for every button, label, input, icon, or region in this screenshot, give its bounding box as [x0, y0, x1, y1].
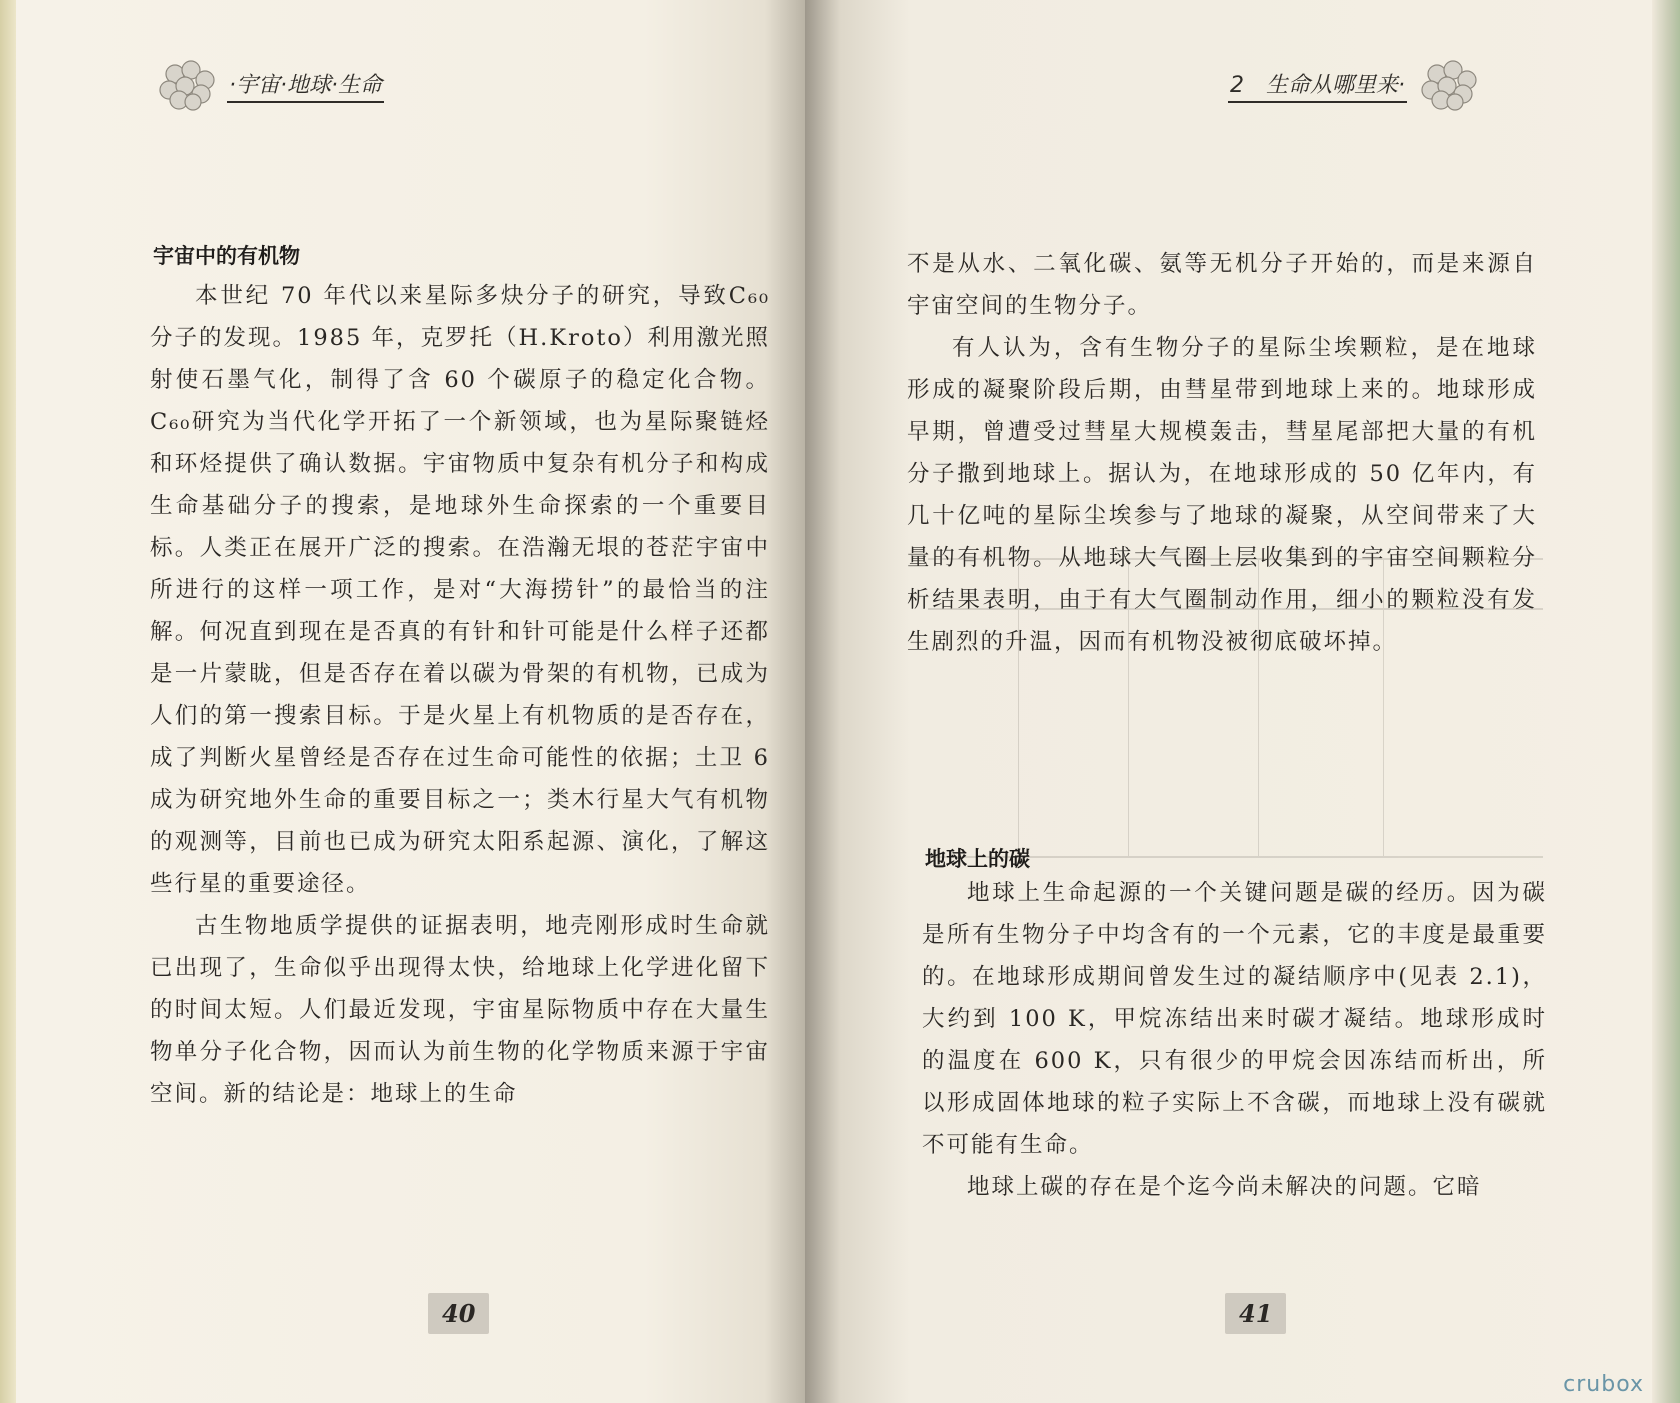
molecule-ornament-icon	[155, 58, 219, 112]
paragraph: 有人认为，含有生物分子的星际尘埃颗粒，是在地球形成的凝聚阶段后期，由彗星带到地球上来的。地球形成早期，曾遭受过彗星大规模轰击，彗星尾部把大量的有机分子撒到地球上。据认为，在地球形成的 50 亿年内，有几十亿吨的星际尘埃参与了地球的凝聚，从空间带来了大量的有机物。从地球大气圈上层收集到的宇宙空间颗粒分析结果表明，由于有大气圈制动作用，细小的颗粒没有发生剧烈的升温，因而有机物没被彻底破坏掉。	[907, 335, 1537, 655]
page-edge	[0, 0, 16, 1403]
right-running-header	[1228, 58, 1481, 112]
left-body-text	[150, 275, 770, 1115]
paragraph: 本世纪 70 年代以来星际多炔分子的研究，导致C₆₀分子的发现。1985 年，克罗托（H.Kroto）利用激光照射使石墨气化，制得了含 60 个碳原子的稳定化合物。C₆₀研究为当代化学开拓了一个新领域，也为星际聚链烃和环烃提供了确认数据。宇宙物质中复杂有机分子和构成生命基础分子的搜索，是地球外生命探索的一个重要目标。人类正在展开广泛的搜索。在浩瀚无垠的苍茫宇宙中所进行的这样一项工作，是对“大海捞针”的最恰当的注解。何况直到现在是否真的有针和针可能是什么样子还都是一片蒙眬，但是否存在着以碳为骨架的有机物，已成为人们的第一搜索目标。于是火星上有机物质的是否存在，成了判断火星曾经是否存在过生命可能性的依据；土卫 6 成为研究地外生命的重要目标之一；类木行星大气有机物的观测等，目前也已成为研究太阳系起源、演化，了解这些行星的重要途径。	[150, 283, 770, 897]
running-head: ·宇宙·地球·生命	[227, 68, 384, 103]
section-title: 宇宙中的有机物	[153, 244, 300, 268]
right-body-text-top	[907, 243, 1537, 663]
paragraph: 地球上生命起源的一个关键问题是碳的经历。因为碳是所有生物分子中均含有的一个元素，它的丰度是最重要的。在地球形成期间曾发生过的凝结顺序中(见表 2.1)，大约到 100 K，甲烷冻结出来时碳才凝结。地球形成时的温度在 600 K，只有很少的甲烷会因冻结而析出，所以形成固体地球的粒子实际上不含碳，而地球上没有碳就不可能有生命。	[922, 880, 1547, 1158]
paragraph: 地球上碳的存在是个迄今尚未解决的问题。它暗	[967, 1174, 1482, 1200]
molecule-ornament-icon	[1417, 58, 1481, 112]
section-title: 地球上的碳	[925, 847, 1030, 871]
paragraph: 不是从水、二氧化碳、氨等无机分子开始的，而是来源自宇宙空间的生物分子。	[907, 251, 1537, 319]
running-head: 2 生命从哪里来·	[1228, 68, 1407, 103]
page-number: 41	[1225, 1293, 1286, 1334]
watermark: crubox	[1563, 1372, 1644, 1397]
paragraph: 古生物地质学提供的证据表明，地壳刚形成时生命就已出现了，生命似乎出现得太快，给地球上化学进化留下的时间太短。人们最近发现，宇宙星际物质中存在大量生物单分子化合物，因而认为前生物的化学物质来源于宇宙空间。新的结论是：地球上的生命	[150, 913, 770, 1107]
left-page	[0, 0, 805, 1403]
page-edge	[1652, 0, 1680, 1403]
right-body-text-bottom	[922, 872, 1547, 1208]
page-number: 40	[428, 1293, 489, 1334]
left-running-header	[155, 58, 384, 112]
